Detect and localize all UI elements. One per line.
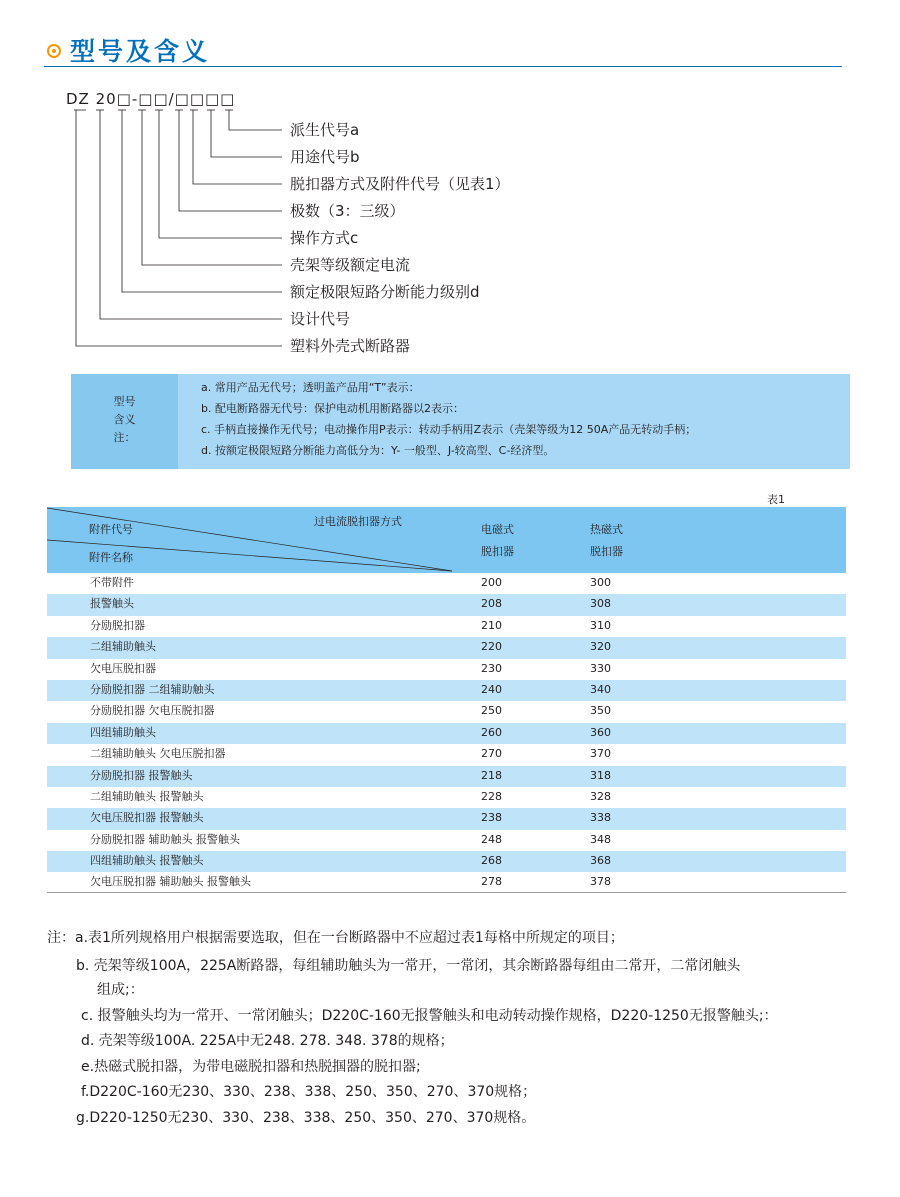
table-row (47, 659, 846, 680)
cell-name: 欠电压脱扣器 (90, 661, 156, 675)
note-item-d: d. 按额定极限短路分断能力高低分为：Y- 一般型、J-较高型、C-经济型。 (201, 444, 555, 457)
table-row (47, 680, 846, 701)
cell-th: 328 (590, 789, 611, 803)
cell-name: 欠电压脱扣器 辅助触头 报警触头 (90, 875, 251, 889)
header-em-line2: 脱扣器 (481, 545, 514, 558)
leader-line (100, 110, 282, 319)
code-label-poles: 极数（3：三级） (290, 202, 405, 220)
code-label-breaking-capacity: 额定极限短路分断能力级别d (290, 283, 480, 301)
leader-line (142, 110, 282, 265)
code-label-design-code: 设计代号 (290, 310, 351, 328)
cell-em: 248 (481, 832, 502, 846)
cell-th: 340 (590, 682, 611, 696)
table-body (47, 573, 846, 894)
footnote-c: c. 报警触头均为一常开、一常闭触头；D220C-160无报警触头和电动转动操作规格，D220-1250无报警触头;： (81, 1008, 778, 1024)
cell-em: 270 (481, 747, 502, 761)
cell-em: 228 (481, 789, 502, 803)
footnote-e: e.热磁式脱扣器，为带电磁脱扣器和热脱掴器的脱扣器; (81, 1059, 421, 1075)
table-row (47, 616, 846, 637)
header-corner-top: 附件代号 (89, 523, 133, 536)
cell-th: 318 (590, 768, 611, 782)
cell-name: 四组辅助触头 报警触头 (90, 854, 204, 868)
code-label-release-type: 脱扣器方式及附件代号（见表1） (290, 175, 510, 193)
table-row (47, 637, 846, 658)
cell-name: 二组辅助触头 欠电压脱扣器 (90, 747, 226, 761)
cell-th: 320 (590, 640, 611, 654)
table-row (47, 787, 846, 808)
model-code-leader-lines (0, 0, 900, 400)
table-row (47, 744, 846, 765)
cell-em: 250 (481, 704, 502, 718)
footnote-g: g.D220-1250无230、330、238、338、250、350、270、370规格。 (76, 1110, 536, 1126)
cell-th: 338 (590, 811, 611, 825)
cell-name: 报警触头 (90, 597, 134, 611)
code-label-usage: 用途代号b (290, 148, 360, 166)
table-caption: 表1 (767, 493, 785, 506)
note-item-a: a. 常用产品无代号；透明盖产品用“T”表示： (201, 381, 420, 394)
footnote-f: f.D220C-160无230、330、238、338、250、350、270、370规格； (81, 1084, 537, 1100)
code-label-derivative: 派生代号a (290, 121, 360, 139)
table-row (47, 851, 846, 872)
model-code: DZ 20□-□□/□□□□ (66, 90, 236, 108)
cell-em: 260 (481, 725, 502, 739)
cell-name: 分励脱扣器 欠电压脱扣器 (90, 704, 215, 718)
cell-name: 不带附件 (90, 576, 134, 589)
code-label-frame-current: 壳架等级额定电流 (290, 256, 411, 274)
cell-th: 378 (590, 875, 611, 889)
cell-name: 二组辅助触头 报警触头 (90, 789, 204, 803)
side-label-line-2: 含义 (113, 413, 136, 426)
table-row (47, 766, 846, 787)
model-notes-side-label (71, 374, 178, 469)
footnote-b-line1: b. 壳架等级100A，225A断路器，每组辅助触头为一常开，一常闭，其余断路器每组由二常开，二常闭触头 (76, 958, 741, 974)
cell-th: 370 (590, 747, 611, 761)
cell-th: 368 (590, 854, 611, 868)
table-row (47, 723, 846, 744)
table-row (47, 594, 846, 615)
table-row (47, 872, 846, 893)
cell-em: 218 (481, 768, 502, 782)
leader-line (211, 110, 282, 157)
cell-th: 308 (590, 597, 611, 611)
cell-em: 220 (481, 640, 502, 654)
leader-line (229, 110, 282, 130)
code-label-product-type: 塑料外壳式断路器 (290, 337, 411, 355)
table-row (47, 701, 846, 722)
cell-em: 278 (481, 875, 502, 889)
side-label-line-3: 注： (113, 431, 136, 444)
cell-th: 348 (590, 832, 611, 846)
header-th-line1: 热磁式 (590, 523, 623, 536)
table-row (47, 830, 846, 851)
footnote-d: d. 壳架等级100A. 225A中无248. 278. 348. 378的规格； (81, 1033, 454, 1049)
cell-em: 238 (481, 811, 502, 825)
header-em-line1: 电磁式 (481, 523, 514, 536)
leader-line (179, 110, 282, 211)
cell-em: 208 (481, 597, 502, 611)
side-label-line-1: 型号 (113, 395, 136, 408)
header-corner-mid: 过电流脱扣器方式 (314, 515, 402, 528)
table-row (47, 573, 846, 594)
cell-name: 分励脱扣器 辅助触头 报警触头 (90, 832, 240, 846)
cell-name: 分励脱扣器 (90, 618, 145, 632)
cell-em: 210 (481, 618, 502, 632)
cell-name: 四组辅助触头 (90, 725, 156, 739)
cell-th: 360 (590, 725, 611, 739)
cell-th: 330 (590, 661, 611, 675)
cell-em: 268 (481, 854, 502, 868)
header-th-line2: 脱扣器 (590, 545, 623, 558)
leader-line (159, 110, 282, 238)
footnote-b-line2: 组成;： (97, 982, 144, 998)
note-item-b: b. 配电断路器无代号：保护电动机用断路器以2表示： (201, 402, 464, 415)
cell-th: 350 (590, 704, 611, 718)
cell-name: 欠电压脱扣器 报警触头 (90, 811, 204, 825)
code-label-operation: 操作方式c (290, 229, 359, 247)
leader-line (193, 110, 282, 184)
model-notes-box (71, 374, 850, 469)
cell-th: 310 (590, 618, 611, 632)
footnote-a: 注：a.表1所列规格用户根据需要选取，但在一台断路器中不应超过表1每格中所规定的项目； (47, 930, 624, 946)
cell-name: 二组辅助触头 (90, 640, 156, 654)
header-corner-bottom: 附件名称 (89, 551, 133, 564)
table-bottom-rule (47, 892, 846, 893)
cell-em: 200 (481, 576, 502, 589)
cell-name: 分励脱扣器 二组辅助触头 (90, 682, 215, 696)
cell-name: 分励脱扣器 报警触头 (90, 768, 193, 782)
header-diagonal-lines (47, 507, 467, 577)
note-item-c: c. 手柄直接操作无代号；电动操作用P表示：转动手柄用Z表示（壳架等级为12 50A产品无转动手柄； (201, 423, 697, 436)
cell-em: 240 (481, 682, 502, 696)
section-title: 型号及含义 (70, 37, 211, 66)
cell-th: 300 (590, 576, 611, 589)
header-diagonal-lower (47, 540, 452, 571)
header-diagonal-upper (47, 508, 452, 571)
table-row (47, 808, 846, 829)
cell-em: 230 (481, 661, 502, 675)
